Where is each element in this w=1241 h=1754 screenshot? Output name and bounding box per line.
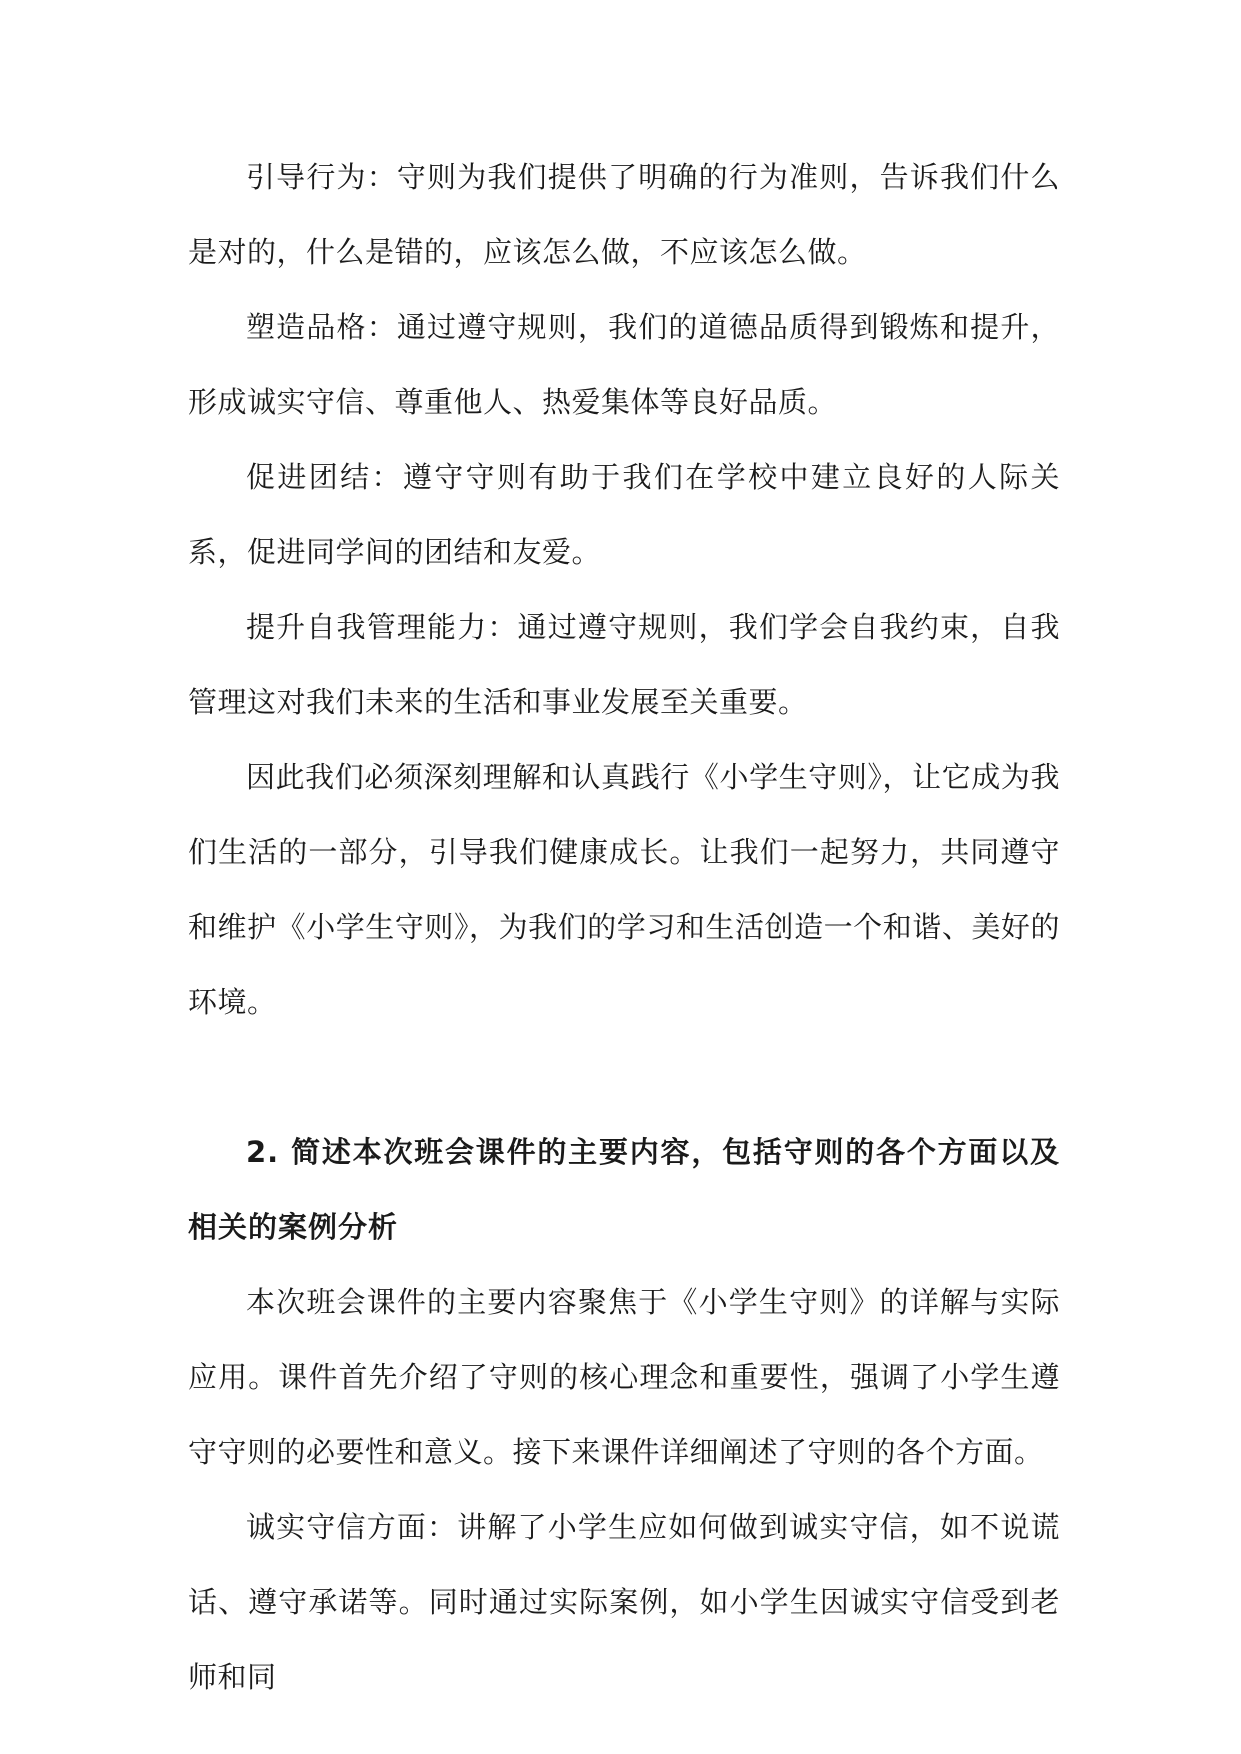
paragraph-shape-character: 塑造品格：通过遵守规则，我们的道德品质得到锻炼和提升，形成诚实守信、尊重他人、热爱集体等良好品质。 [188, 310, 1060, 419]
paragraph-conclusion: 因此我们必须深刻理解和认真践行《小学生守则》，让它成为我们生活的一部分，引导我们健康成长。让我们一起努力，共同遵守和维护《小学生守则》，为我们的学习和生活创造一个和谐、美好的环境。 [188, 760, 1060, 1019]
paragraph-guide-behavior: 引导行为：守则为我们提供了明确的行为准则，告诉我们什么是对的，什么是错的，应该怎么做，不应该怎么做。 [188, 160, 1060, 269]
paragraph-courseware-overview: 本次班会课件的主要内容聚焦于《小学生守则》的详解与实际应用。课件首先介绍了守则的核心理念和重要性，强调了小学生遵守守则的必要性和意义。接下来课件详细阐述了守则的各个方面。 [188, 1285, 1060, 1469]
section-heading: 2. 简述本次班会课件的主要内容，包括守则的各个方面以及相关的案例分析 [188, 1135, 1060, 1244]
paragraph-promote-unity: 促进团结：遵守守则有助于我们在学校中建立良好的人际关系，促进同学间的团结和友爱。 [188, 460, 1060, 569]
document-page [188, 140, 1060, 1715]
paragraph-self-management: 提升自我管理能力：通过遵守规则，我们学会自我约束，自我管理这对我们未来的生活和事业发展至关重要。 [188, 610, 1060, 719]
paragraph-honesty: 诚实守信方面：讲解了小学生应如何做到诚实守信，如不说谎话、遵守承诺等。同时通过实际案例，如小学生因诚实守信受到老师和同 [188, 1510, 1060, 1694]
